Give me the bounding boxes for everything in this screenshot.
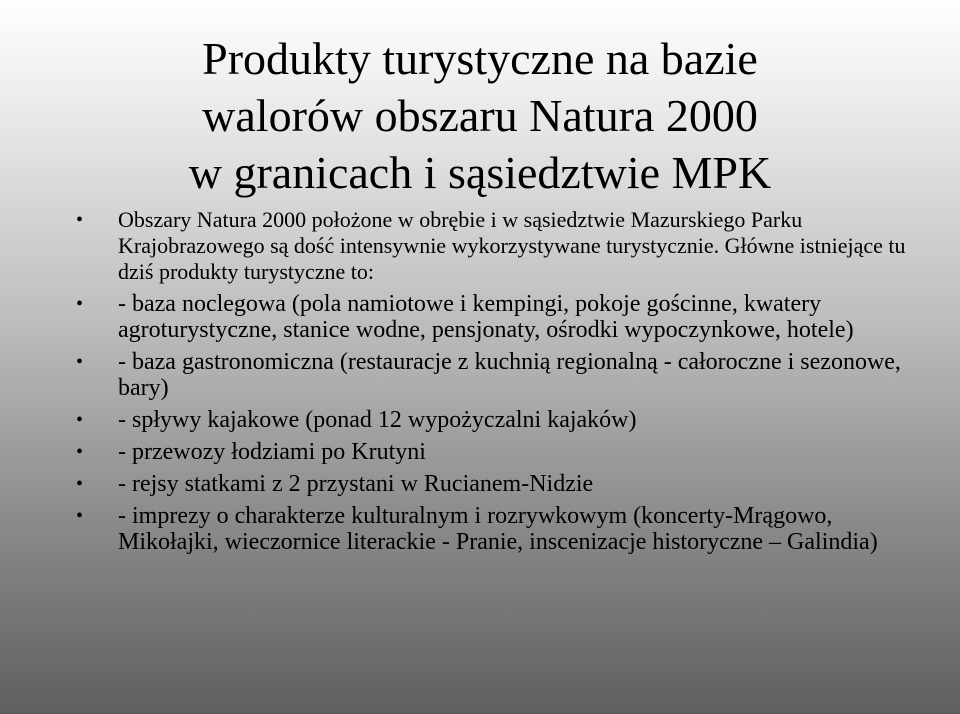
bullet-icon: • — [76, 505, 84, 527]
bullet-item-gastronomy — [76, 349, 936, 401]
slide-title-line-2: walorów obszaru Natura 2000 — [202, 90, 758, 141]
bullet-text-cruises: - rejsy statkami z 2 przystani w Rucianem-Nidzie — [118, 471, 594, 497]
bullet-item-intro — [76, 207, 936, 285]
bullet-text-gastronomy: - baza gastronomiczna (restauracje z kuchnią regionalną - całoroczne i sezonowe, bary) — [118, 349, 901, 401]
slide-title-line-1: Produkty turystyczne na bazie — [202, 33, 758, 84]
bullet-icon: • — [76, 409, 84, 431]
bullet-icon: • — [76, 293, 84, 315]
bullet-text-accommodation: - baza noclegowa (pola namiotowe i kempingi, pokoje gościnne, kwatery agroturystyczne, stanice wodne, pensjonaty, ośrodki wypoczynkowe, hotele) — [118, 291, 854, 343]
bullet-text-boat-transport: - przewozy łodziami po Krutyni — [118, 439, 426, 465]
bullet-item-cruises — [76, 471, 936, 497]
slide-title-line-3: w granicach i sąsiedztwie MPK — [188, 147, 772, 198]
slide-bullet-list — [76, 207, 936, 561]
bullet-icon: • — [76, 441, 84, 463]
slide-title — [120, 30, 840, 201]
bullet-text-kayaking: - spływy kajakowe (ponad 12 wypożyczalni kajaków) — [118, 407, 637, 433]
bullet-item-kayaking — [76, 407, 936, 433]
bullet-item-accommodation — [76, 291, 936, 343]
bullet-item-boat-transport — [76, 439, 936, 465]
bullet-icon: • — [76, 473, 84, 495]
bullet-item-events — [76, 503, 936, 555]
bullet-text-intro: Obszary Natura 2000 położone w obrębie i w sąsiedztwie Mazurskiego Parku Krajobrazowego są dość intensywnie wykorzystywane turystycznie. Główne istniejące tu dziś produkty turystyczne to: — [118, 207, 906, 284]
bullet-text-events: - imprezy o charakterze kulturalnym i rozrywkowym (koncerty-Mrągowo, Mikołajki, wieczornice literackie - Pranie, inscenizacje historyczne – Galindia) — [118, 503, 878, 555]
bullet-icon: • — [76, 351, 84, 373]
bullet-icon: • — [76, 209, 84, 231]
